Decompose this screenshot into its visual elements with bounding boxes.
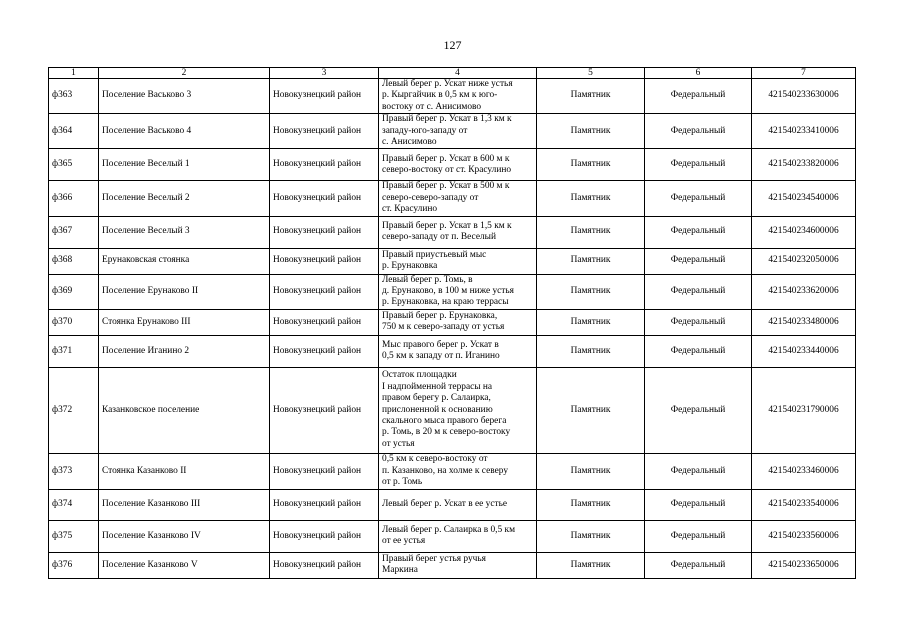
table-row [49,335,856,367]
page-number: 127 [443,38,462,52]
object-type: Памятник [537,335,645,367]
district: Новокузнецкий район [270,367,379,453]
location-description: Левый берег р. Ускат в ее устье [379,489,537,520]
location-description: Правый берег р. Ускат в 500 м к северо-северо-западу от ст. Красулино [379,181,537,216]
registry-code: 421540233540006 [752,489,856,520]
row-number: ф369 [49,274,99,309]
table-row [49,453,856,489]
district: Новокузнецкий район [270,248,379,274]
column-header: 7 [752,68,856,79]
registry-code: 421540233560006 [752,520,856,552]
table-row [49,248,856,274]
table-row [49,79,856,114]
protection-category: Федеральный [645,335,752,367]
district: Новокузнецкий район [270,216,379,248]
column-header: 2 [99,68,270,79]
monument-name: Поселение Васьково 3 [99,79,270,114]
monument-name: Казанковское поселение [99,367,270,453]
registry-code: 421540233820006 [752,149,856,181]
district: Новокузнецкий район [270,114,379,149]
row-number: ф375 [49,520,99,552]
registry-code: 421540233480006 [752,309,856,335]
column-header: 1 [49,68,99,79]
registry-code: 421540234600006 [752,216,856,248]
protection-category: Федеральный [645,520,752,552]
registry-code: 421540233460006 [752,453,856,489]
district: Новокузнецкий район [270,489,379,520]
district: Новокузнецкий район [270,181,379,216]
location-description: Правый берег р. Ерунаковка, 750 м к северо-западу от устья [379,309,537,335]
column-header: 3 [270,68,379,79]
protection-category: Федеральный [645,248,752,274]
object-type: Памятник [537,79,645,114]
object-type: Памятник [537,216,645,248]
protection-category: Федеральный [645,181,752,216]
monument-name: Поселение Казанково III [99,489,270,520]
district: Новокузнецкий район [270,453,379,489]
location-description: Правый берег р. Ускат в 600 м к северо-востоку от ст. Красулино [379,149,537,181]
protection-category: Федеральный [645,489,752,520]
district: Новокузнецкий район [270,274,379,309]
monument-name: Поселение Казанково V [99,552,270,578]
district: Новокузнецкий район [270,552,379,578]
row-number: ф372 [49,367,99,453]
protection-category: Федеральный [645,552,752,578]
district: Новокузнецкий район [270,149,379,181]
table-row [49,520,856,552]
object-type: Памятник [537,149,645,181]
location-description: Левый берег р. Ускат ниже устья р. Кыргайчик в 0,5 км к юго- востоку от с. Анисимово [379,79,537,114]
monument-name: Поселение Веселый 1 [99,149,270,181]
monument-name: Ерунаковская стоянка [99,248,270,274]
location-description: Правый берег р. Ускат в 1,5 км к северо-западу от п. Веселый [379,216,537,248]
registry-code: 421540231790006 [752,367,856,453]
location-description: Мыс правого берег р. Ускат в 0,5 км к западу от п. Иганино [379,335,537,367]
district: Новокузнецкий район [270,520,379,552]
monument-name: Поселение Казанково IV [99,520,270,552]
protection-category: Федеральный [645,149,752,181]
monument-name: Стоянка Ерунаково III [99,309,270,335]
row-number: ф363 [49,79,99,114]
object-type: Памятник [537,489,645,520]
row-number: ф373 [49,453,99,489]
object-type: Памятник [537,453,645,489]
column-header: 5 [537,68,645,79]
district: Новокузнецкий район [270,335,379,367]
location-description: 0,5 км к северо-востоку от п. Казанково, на холме к северу от р. Томь [379,453,537,489]
table-row [49,181,856,216]
location-description: Правый приустьевый мыс р. Ерунаковка [379,248,537,274]
object-type: Памятник [537,274,645,309]
registry-code: 421540233620006 [752,274,856,309]
district: Новокузнецкий район [270,79,379,114]
table-row [49,216,856,248]
registry-code: 421540233440006 [752,335,856,367]
row-number: ф370 [49,309,99,335]
object-type: Памятник [537,309,645,335]
location-description: Правый берег устья ручья Маркина [379,552,537,578]
column-header: 4 [379,68,537,79]
registry-code: 421540233650006 [752,552,856,578]
monument-name: Поселение Иганино 2 [99,335,270,367]
protection-category: Федеральный [645,79,752,114]
location-description: Правый берег р. Ускат в 1,3 км к западу-юго-западу от с. Анисимово [379,114,537,149]
monuments-table [48,67,856,579]
monument-name: Поселение Ерунаково II [99,274,270,309]
table-row [49,114,856,149]
monument-name: Стоянка Казанково II [99,453,270,489]
table-header-row [49,68,856,79]
row-number: ф371 [49,335,99,367]
protection-category: Федеральный [645,216,752,248]
protection-category: Федеральный [645,114,752,149]
column-header: 6 [645,68,752,79]
protection-category: Федеральный [645,309,752,335]
object-type: Памятник [537,181,645,216]
monument-name: Поселение Васьково 4 [99,114,270,149]
row-number: ф376 [49,552,99,578]
location-description: Остаток площадки I надпойменной террасы на правом берегу р. Салаирка, прислоненной к основанию скального мыса правого берега р. Томь, в 20 м к северо-востоку от устья [379,367,537,453]
protection-category: Федеральный [645,453,752,489]
protection-category: Федеральный [645,274,752,309]
row-number: ф366 [49,181,99,216]
registry-code: 421540233630006 [752,79,856,114]
table-row [49,309,856,335]
table-row [49,367,856,453]
registry-code: 421540233410006 [752,114,856,149]
object-type: Памятник [537,520,645,552]
table-row [49,149,856,181]
monument-name: Поселение Веселый 3 [99,216,270,248]
protection-category: Федеральный [645,367,752,453]
location-description: Левый берег р. Томь, в д. Ерунаково, в 100 м ниже устья р. Ерунаковка, на краю террасы [379,274,537,309]
table-row [49,489,856,520]
location-description: Левый берег р. Салаирка в 0,5 км от ее устья [379,520,537,552]
row-number: ф365 [49,149,99,181]
table-row [49,274,856,309]
object-type: Памятник [537,248,645,274]
table-row [49,552,856,578]
object-type: Памятник [537,552,645,578]
district: Новокузнецкий район [270,309,379,335]
row-number: ф367 [49,216,99,248]
registry-code: 421540234540006 [752,181,856,216]
row-number: ф364 [49,114,99,149]
object-type: Памятник [537,367,645,453]
object-type: Памятник [537,114,645,149]
row-number: ф374 [49,489,99,520]
registry-code: 421540232050006 [752,248,856,274]
table-body [49,79,856,579]
monument-name: Поселение Веселый 2 [99,181,270,216]
row-number: ф368 [49,248,99,274]
